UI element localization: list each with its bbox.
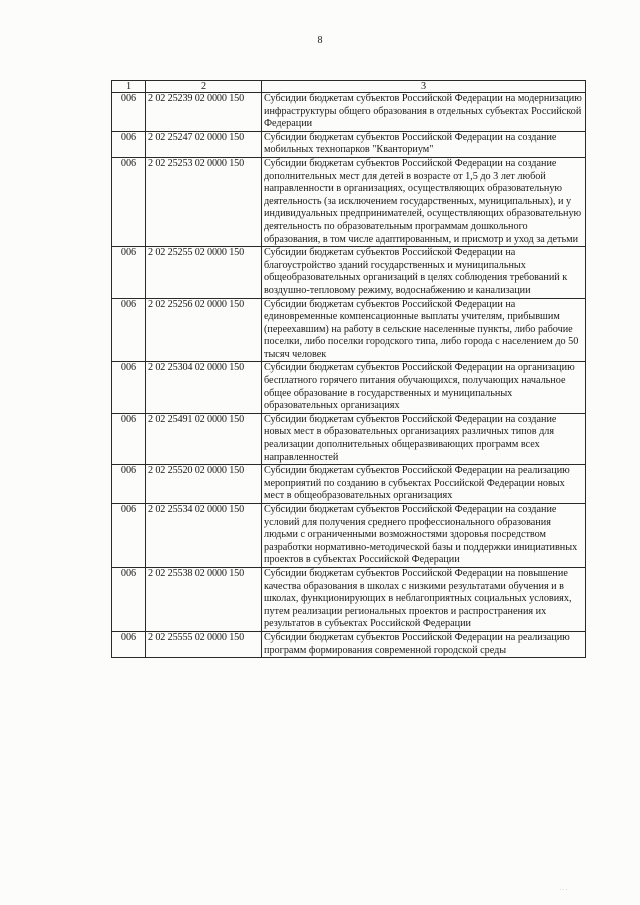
description-cell: Субсидии бюджетам субъектов Российской Федерации на модернизацию инфраструктуры общего образования в отдельных субъектах Российской Федерации — [262, 93, 586, 132]
table-row — [112, 567, 586, 631]
budget-code-cell: 2 02 25555 02 0000 150 — [146, 631, 262, 657]
budget-code-cell: 2 02 25256 02 0000 150 — [146, 298, 262, 362]
table-header-row — [112, 81, 586, 93]
description-cell: Субсидии бюджетам субъектов Российской Федерации на единовременные компенсационные выплаты учителям, прибывшим (переехавшим) на работу в сельские населенные пункты, либо рабочие поселки, либо поселки городского типа, либо города с населением до 50 тысяч человек — [262, 298, 586, 362]
admin-code-cell: 006 — [112, 413, 146, 464]
admin-code-cell: 006 — [112, 298, 146, 362]
admin-code-cell: 006 — [112, 504, 146, 568]
budget-code-cell: 2 02 25538 02 0000 150 — [146, 567, 262, 631]
admin-code-cell: 006 — [112, 157, 146, 246]
budget-code-cell: 2 02 25304 02 0000 150 — [146, 362, 262, 413]
table-row — [112, 362, 586, 413]
admin-code-cell: 006 — [112, 362, 146, 413]
description-cell: Субсидии бюджетам субъектов Российской Федерации на создание дополнительных мест для детей в возрасте от 1,5 до 3 лет любой направленности в организациях, осуществляющих образовательную деятельность (за исключением государственных, муниципальных), и у индивидуальных предпринимателей, осуществляющих образовательную деятельность по образовательным программам дошкольного образования, в том числе адаптированным, и присмотр и уход за детьми — [262, 157, 586, 246]
scan-mark: · · · — [560, 888, 568, 893]
budget-code-cell: 2 02 25253 02 0000 150 — [146, 157, 262, 246]
admin-code-cell: 006 — [112, 93, 146, 132]
description-cell: Субсидии бюджетам субъектов Российской Федерации на создание новых мест в образовательных организациях различных типов для реализации дополнительных общеразвивающих программ всех направленностей — [262, 413, 586, 464]
admin-code-cell: 006 — [112, 131, 146, 157]
table-row — [112, 631, 586, 657]
table-row — [112, 504, 586, 568]
description-cell: Субсидии бюджетам субъектов Российской Федерации на благоустройство зданий государственных и муниципальных общеобразовательных организаций в целях соблюдения требований к воздушно-тепловому режиму, водоснабжению и канализации — [262, 247, 586, 298]
table-row — [112, 93, 586, 132]
table-row — [112, 157, 586, 246]
budget-code-cell: 2 02 25534 02 0000 150 — [146, 504, 262, 568]
table-row — [112, 413, 586, 464]
admin-code-cell: 006 — [112, 567, 146, 631]
description-cell: Субсидии бюджетам субъектов Российской Федерации на создание мобильных технопарков "Кванториум" — [262, 131, 586, 157]
budget-code-cell: 2 02 25247 02 0000 150 — [146, 131, 262, 157]
admin-code-cell: 006 — [112, 465, 146, 504]
description-cell: Субсидии бюджетам субъектов Российской Федерации на реализацию мероприятий по созданию в субъектах Российской Федерации новых мест в общеобразовательных организациях — [262, 465, 586, 504]
table-body — [112, 93, 586, 658]
budget-code-cell: 2 02 25491 02 0000 150 — [146, 413, 262, 464]
page-number: 8 — [317, 35, 323, 46]
description-cell: Субсидии бюджетам субъектов Российской Федерации на создание условий для получения среднего профессионального образования людьми с ограниченными возможностями здоровья посредством разработки нормативно-методической базы и поддержки инициативных проектов в субъектах Российской Федерации — [262, 504, 586, 568]
admin-code-cell: 006 — [112, 631, 146, 657]
budget-code-cell: 2 02 25239 02 0000 150 — [146, 93, 262, 132]
budget-code-cell: 2 02 25255 02 0000 150 — [146, 247, 262, 298]
column-header-2: 2 — [146, 81, 262, 93]
budget-code-cell: 2 02 25520 02 0000 150 — [146, 465, 262, 504]
admin-code-cell: 006 — [112, 247, 146, 298]
table-row — [112, 247, 586, 298]
table-row — [112, 465, 586, 504]
column-header-1: 1 — [112, 81, 146, 93]
column-header-3: 3 — [262, 81, 586, 93]
description-cell: Субсидии бюджетам субъектов Российской Федерации на организацию бесплатного горячего питания обучающихся, получающих начальное общее образование в государственных и муниципальных образовательных организациях — [262, 362, 586, 413]
budget-classification-table — [111, 80, 586, 658]
description-cell: Субсидии бюджетам субъектов Российской Федерации на повышение качества образования в школах с низкими результатами обучения и в школах, функционирующих в неблагоприятных социальных условиях, путем реализации региональных проектов и распространения их результатов в субъектах Российской Федерации — [262, 567, 586, 631]
table-row — [112, 298, 586, 362]
description-cell: Субсидии бюджетам субъектов Российской Федерации на реализацию программ формирования современной городской среды — [262, 631, 586, 657]
table-row — [112, 131, 586, 157]
